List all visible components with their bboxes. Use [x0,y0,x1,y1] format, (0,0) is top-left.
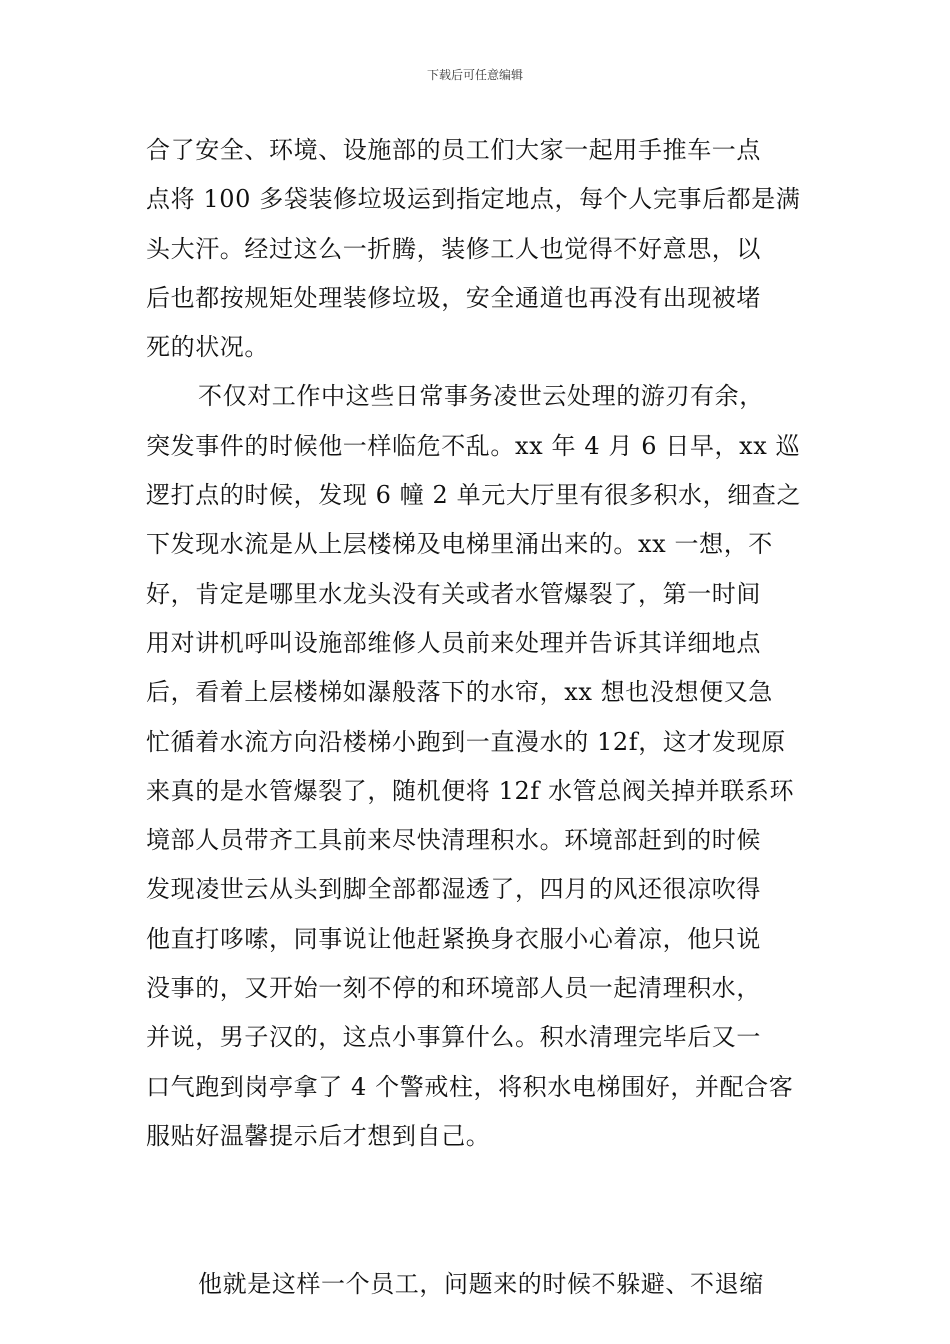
text-line: 死的状况。 [146,333,269,362]
text-line: 逻打点的时候，发现 6 幢 2 单元大厅里有很多积水，细查之 [146,481,802,510]
text-line: 他直打哆嗦，同事说让他赶紧换身衣服小心着凉，他只说 [146,924,761,953]
text-line: 来真的是水管爆裂了，随机便将 12f 水管总阀关掉并联系环 [146,776,795,805]
text-line: 并说，男子汉的，这点小事算什么。积水清理完毕后又一 [146,1023,761,1052]
document-body [146,126,806,1309]
text-line: 他就是这样一个员工，问题来的时候不躲避、不退缩 [198,1269,764,1298]
text-line: 头大汗。经过这么一折腾，装修工人也觉得不好意思，以 [146,234,761,263]
text-line: 用对讲机呼叫设施部维修人员前来处理并告诉其详细地点 [146,628,761,657]
text-line: 服贴好温馨提示后才想到自己。 [146,1121,491,1150]
text-line: 后也都按规矩处理装修垃圾，安全通道也再没有出现被堵 [146,283,761,312]
paragraph-1 [146,126,806,372]
text-line: 口气跑到岗亭拿了 4 个警戒柱，将积水电梯围好，并配合客 [146,1072,794,1101]
text-line: 点将 100 多袋装修垃圾运到指定地点，每个人完事后都是满 [146,185,801,214]
text-line: 不仅对工作中这些日常事务凌世云处理的游刃有余， [198,382,764,411]
text-line: 境部人员带齐工具前来尽快清理积水。环境部赶到的时候 [146,826,761,855]
page-header: 下载后可任意编辑 [426,68,523,82]
text-line: 合了安全、环境、设施部的员工们大家一起用手推车一点 [146,136,761,164]
text-line [146,1161,806,1210]
text-line: 没事的，又开始一刻不停的和环境部人员一起清理积水， [146,974,761,1003]
paragraph-2 [146,372,806,1259]
text-line: 忙循着水流方向沿楼梯小跑到一直漫水的 12f，这才发现原 [146,727,786,756]
text-line: 发现凌世云从头到脚全部都湿透了，四月的风还很凉吹得 [146,875,761,904]
text-line: 突发事件的时候他一样临危不乱。xx 年 4 月 6 日早，xx 巡 [146,431,801,460]
text-line: 后，看着上层楼梯如瀑般落下的水帘，xx 想也没想便又急 [146,678,773,707]
text-line: 下发现水流是从上层楼梯及电梯里涌出来的。xx 一想，不 [146,530,773,559]
text-line [146,1211,806,1260]
text-line: 好，肯定是哪里水龙头没有关或者水管爆裂了，第一时间 [146,579,761,608]
paragraph-3 [146,1260,806,1309]
